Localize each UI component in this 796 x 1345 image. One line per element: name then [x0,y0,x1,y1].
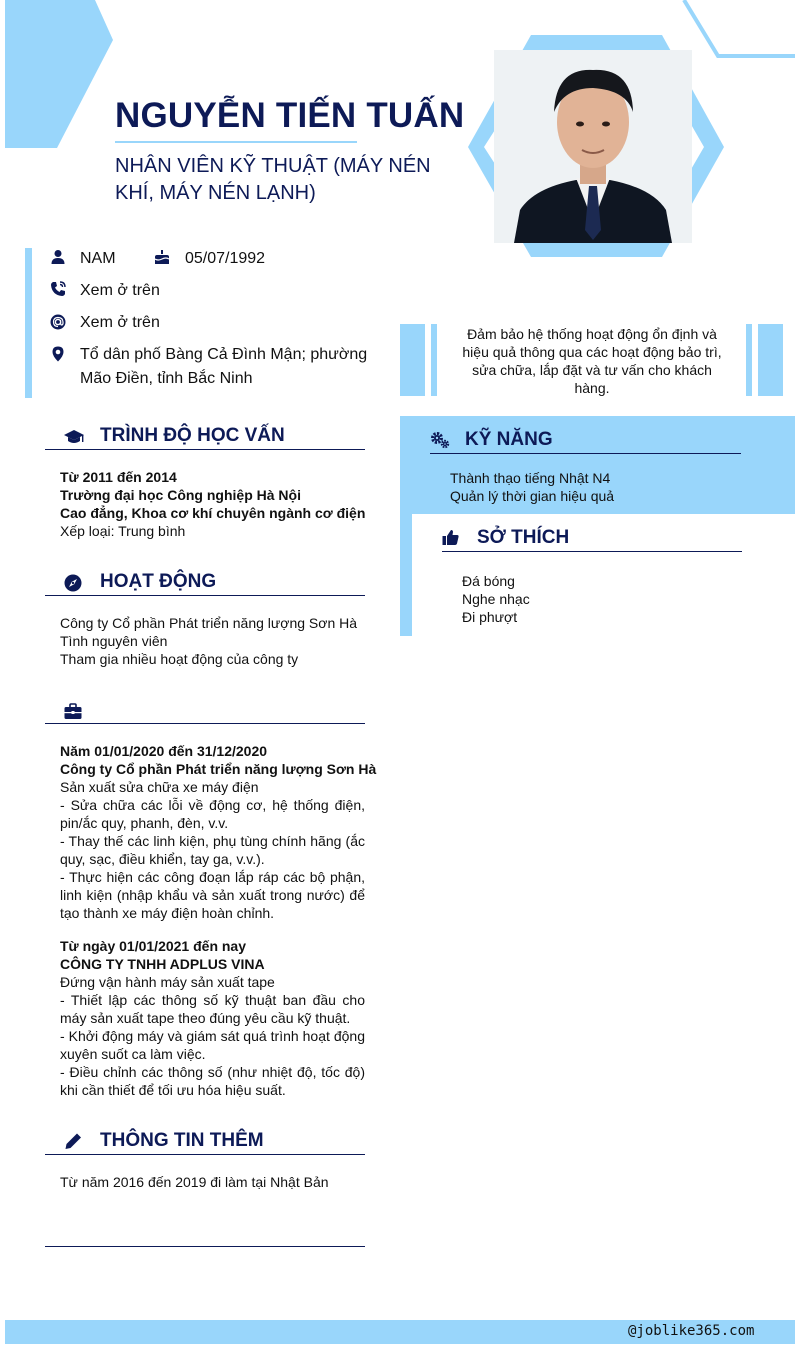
additional-info-text: Từ năm 2016 đến 2019 đi làm tại Nhật Bản [60,1174,329,1190]
hobby-item: Đi phượt [462,609,518,625]
objective-bar-left-thin [431,324,437,396]
birthday-value: 05/07/1992 [185,250,266,267]
career-objective: Đảm bảo hệ thống hoạt động ổn định và hiệu quả thông qua các hoạt động bảo trì, sửa chữa, lắp đặt và tư vấn cho khách hàng. [462,326,722,396]
job-duty: - Thực hiện các công đoạn lắp ráp các bộ phận, linh kiện (nhập khẩu và sản xuất trong nước) để tạo thành xe máy điện hoàn chỉnh. [60,869,365,921]
education-divider [45,449,365,450]
education-heading: TRÌNH ĐỘ HỌC VẤN [100,425,285,446]
graduation-cap-icon [64,428,84,446]
activities-role: Tình nguyên viên [60,633,168,649]
user-icon [50,249,66,265]
avatar [494,50,692,243]
decor-top-left-shape [5,0,115,150]
activities-divider [45,595,365,596]
activities-description: Tham gia nhiều hoạt động của công ty [60,651,299,667]
education-school: Trường đại học Công nghiệp Hà Nội [60,487,301,503]
job-duty: - Thiết lập các thông số kỹ thuật ban đầu cho máy sản xuất tape theo đúng yêu cầu kỹ thuật. [60,992,365,1026]
birthday-cake-icon [154,249,170,265]
job-duty: - Sửa chữa các lỗi về động cơ, hệ thống điện, pin/ắc quy, phanh, đèn, v.v. [60,797,365,831]
gender-value: NAM [80,250,116,267]
objective-bar-left-wide [400,324,425,396]
job-duty: - Thay thế các linh kiện, phụ tùng chính hãng (ắc quy, sạc, điều khiển, tay ga, v.v.). [60,833,365,867]
phone-value: Xem ở trên [80,282,160,299]
compass-icon [64,574,84,592]
email-at-icon [50,314,66,330]
job-title: NHÂN VIÊN KỸ THUẬT (MÁY NÉN KHÍ, MÁY NÉN LẠNH) [115,155,431,204]
hobbies-divider [442,551,742,552]
address-value: Tổ dân phố Bàng Cả Đình Mận; phường Mão Điền, tỉnh Bắc Ninh [80,346,368,387]
footer-watermark: @joblike365.com [628,1323,755,1339]
education-degree: Cao đẳng, Khoa cơ khí chuyên ngành cơ điện [60,505,366,521]
right-column-accent-bar [400,416,412,636]
pencil-icon [64,1132,84,1150]
hobby-item: Nghe nhạc [462,591,530,607]
additional-info-heading: THÔNG TIN THÊM [100,1130,264,1151]
job-role: Đứng vận hành máy sản xuất tape [60,974,275,990]
phone-icon [50,281,66,297]
info-accent-bar [25,248,32,398]
education-period: Từ 2011 đến 2014 [60,469,177,485]
job-period: Từ ngày 01/01/2021 đến nay [60,938,247,954]
activities-heading: HOẠT ĐỘNG [100,571,217,592]
hobbies-heading: SỞ THÍCH [477,527,570,548]
skills-heading: KỸ NĂNG [465,429,553,450]
bottom-divider [45,1246,365,1247]
location-pin-icon [50,346,66,362]
activities-organization: Công ty Cổ phần Phát triển năng lượng Sơn Hà [60,615,358,631]
name-underline [115,141,357,143]
job-role: Sản xuất sửa chữa xe máy điện [60,779,259,795]
briefcase-icon [64,703,84,721]
hobby-item: Đá bóng [462,573,515,589]
additional-info-divider [45,1154,365,1155]
job-duty: - Điều chỉnh các thông số (như nhiệt độ, tốc độ) khi cần thiết để tối ưu hóa hiệu suất. [60,1064,365,1098]
skill-item: Quản lý thời gian hiệu quả [450,488,615,504]
experience-divider [45,723,365,724]
job-period: Năm 01/01/2020 đến 31/12/2020 [60,743,268,759]
job-company: Công ty Cổ phần Phát triển năng lượng Sơn Hà [60,761,377,777]
skills-divider [430,453,741,454]
job-company: CÔNG TY TNHH ADPLUS VINA [60,956,265,972]
objective-bar-right-wide [758,324,783,396]
skill-item: Thành thạo tiếng Nhật N4 [450,470,611,486]
job-duty: - Khởi động máy và giám sát quá trình hoạt động xuyên suốt ca làm việc. [60,1028,365,1062]
gears-icon [430,431,450,449]
thumbs-up-icon [442,529,462,547]
email-value: Xem ở trên [80,314,160,331]
objective-bar-right-thin [746,324,752,396]
education-grade: Xếp loại: Trung bình [60,523,186,539]
candidate-name: NGUYỄN TIẾN TUẤN [115,96,465,135]
